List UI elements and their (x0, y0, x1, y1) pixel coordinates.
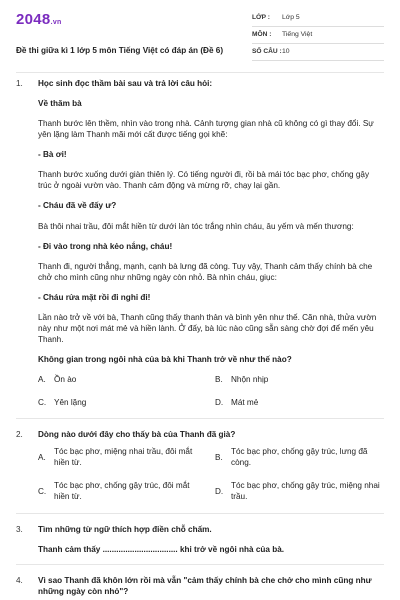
meta-value: Tiếng Việt (282, 31, 313, 39)
passage-title: Về thăm bà (38, 99, 82, 109)
option-letter: C. (38, 398, 47, 408)
option-letter: A. (38, 375, 46, 385)
option-text: Tóc bạc phơ, chống gậy trúc, miệng nhai trầu. (231, 481, 380, 502)
option-d[interactable] (215, 480, 384, 502)
option-c[interactable] (38, 480, 207, 502)
questions-content (16, 78, 384, 597)
meta-value: Lớp 5 (282, 14, 300, 22)
option-letter: D. (215, 398, 224, 408)
question-number: 4. (16, 575, 23, 585)
header-divider (16, 72, 384, 73)
option-text: Yên lặng (54, 398, 87, 408)
document-title: Đề thi giữa kì 1 lớp 5 môn Tiếng Việt có đáp án (Đề 6) (16, 46, 224, 55)
site-logo[interactable] (16, 10, 62, 30)
passage-paragraph: - Đi vào trong nhà kẻo nắng, cháu! (38, 241, 173, 251)
question-1 (16, 78, 384, 419)
passage-paragraph: Thanh đi, người thẳng, mạnh, cạnh bà lưng đã còng. Tuy vậy, Thanh cảm thấy chính bà che chở cho mình cũng như những ngày còn nhỏ. Bà nhìn cháu, giục: (38, 261, 373, 282)
meta-table (252, 10, 384, 61)
question-number: 3. (16, 524, 23, 534)
passage-paragraph: Lần nào trở về với bà, Thanh cũng thấy thanh thản và bình yên như thế. Căn nhà, thửa vườn này như một nơi mát mẻ và hiền lành. Ở đấy, bà lúc nào cũng sẵn sàng chờ đợi để mến yêu Thanh. (38, 312, 377, 344)
option-letter: C. (38, 486, 47, 496)
option-letter: D. (215, 486, 224, 496)
meta-key: LỚP : (252, 13, 270, 21)
meta-value: 10 (282, 48, 290, 56)
meta-row-grade (252, 10, 384, 27)
question-prompt: Vì sao Thanh đã khôn lớn rồi mà vẫn "cảm thấy chính bà che chở cho mình cũng như những ngày còn nhỏ"? (38, 575, 372, 596)
sub-question: Không gian trong ngôi nhà của bà khi Thanh trở về như thế nào? (38, 355, 292, 364)
fill-in-line: Thanh cảm thấy ................................. khi trở về ngôi nhà của bà. (38, 544, 285, 554)
option-a[interactable] (38, 374, 207, 385)
logo-text: 2048 (16, 11, 51, 28)
option-letter: B. (215, 452, 223, 462)
question-divider (16, 513, 384, 514)
question-4 (16, 575, 384, 597)
passage-paragraph: - Cháu đã về đấy ư? (38, 201, 117, 211)
option-a[interactable] (38, 446, 207, 468)
meta-row-count (252, 44, 384, 61)
option-b[interactable] (215, 374, 384, 385)
passage-paragraph: - Bà ơi! (38, 150, 67, 160)
option-letter: B. (215, 375, 223, 385)
option-text: Nhộn nhịp (231, 375, 269, 385)
passage-paragraph: Thanh bước lên thềm, nhìn vào trong nhà. Cảnh tượng gian nhà cũ không có gì thay đổi. Sự yên lặng làm Thanh mãi mới cất được tiếng gọi khẽ: (38, 119, 374, 140)
question-prompt: Tìm những từ ngữ thích hợp điền chỗ chấm. (38, 524, 212, 534)
question-prompt: Học sinh đọc thầm bài sau và trả lời câu hỏi: (38, 79, 213, 88)
meta-row-subject (252, 27, 384, 44)
question-divider (16, 418, 384, 419)
option-text: Tóc bạc phơ, chống gậy trúc, đôi mắt hiền từ. (54, 481, 190, 502)
passage-paragraph: Bà thôi nhai trầu, đôi mắt hiền từ dưới làn tóc trắng nhìn cháu, âu yếm và mến thương: (38, 221, 354, 231)
question-number: 2. (16, 430, 23, 440)
answer-options (38, 374, 384, 408)
logo-suffix: .vn (50, 19, 62, 26)
question-prompt: Dòng nào dưới đây cho thấy bà của Thanh đã già? (38, 430, 236, 440)
passage-paragraph: Thanh bước xuống dưới giàn thiên lý. Có tiếng người đi, rồi bà mái tóc bạc phơ, chống gậy trúc ở ngoài vườn vào. Thanh cảm động và mừng rỡ, chạy lại gần. (38, 170, 370, 191)
header (16, 10, 384, 68)
question-divider (16, 564, 384, 565)
question-number: 1. (16, 79, 23, 88)
passage-paragraph: - Cháu rửa mặt rồi đi nghỉ đi! (38, 292, 151, 302)
option-c[interactable] (38, 397, 207, 408)
option-letter: A. (38, 452, 46, 462)
question-2 (16, 429, 384, 513)
answer-options (38, 446, 384, 502)
option-text: Tóc bạc phơ, chống gậy trúc, lưng đã còng. (231, 447, 368, 468)
option-text: Mát mẻ (231, 398, 259, 408)
option-b[interactable] (215, 446, 384, 468)
meta-key: MÔN : (252, 30, 272, 38)
option-d[interactable] (215, 397, 384, 408)
option-text: Tóc bạc phơ, miệng nhai trầu, đôi mắt hiền từ. (54, 447, 193, 468)
option-text: Ồn ào (54, 375, 77, 385)
meta-key: SỐ CÂU : (252, 47, 282, 55)
question-3 (16, 524, 384, 565)
